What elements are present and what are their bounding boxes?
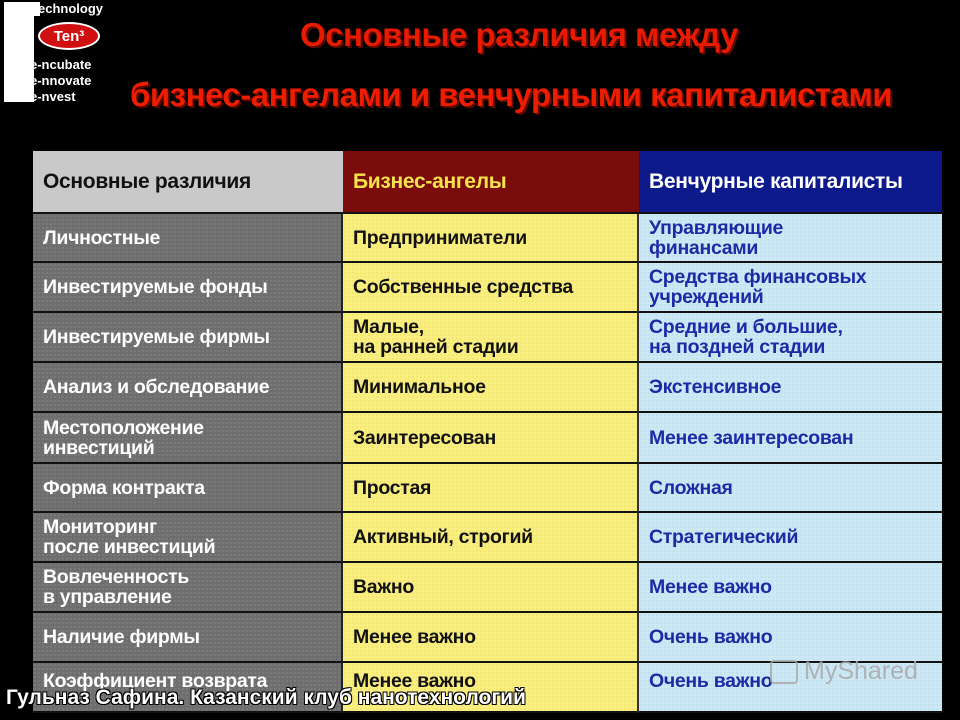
comparison-table	[33, 151, 942, 713]
table-header-venture-capitalists: Венчурные капиталисты	[639, 151, 942, 214]
page-title-line-2: бизнес-ангелами и венчурными капиталистами	[130, 76, 893, 113]
angels-value: Предприниматели	[343, 214, 639, 263]
row-label: Личностные	[33, 214, 343, 263]
angels-value: Важно	[343, 563, 639, 613]
presentation-icon	[770, 660, 798, 684]
myshared-watermark	[770, 657, 918, 686]
angels-value: Простая	[343, 464, 639, 513]
author-caption: Гульназ Сафина. Казанский клуб нанотехнологий	[6, 686, 526, 709]
ten3-logo	[0, 0, 115, 110]
logo-word-technology: echnology	[38, 1, 104, 16]
angels-value: Активный, строгий	[343, 513, 639, 563]
row-label: Форма контракта	[33, 464, 343, 513]
vc-value: Сложная	[639, 464, 942, 513]
logo-t-crossbar	[4, 2, 40, 16]
vc-value: Средние и большие, на поздней стадии	[639, 313, 942, 363]
vc-value: Стратегический	[639, 513, 942, 563]
logo-word-invest: e-nvest	[30, 89, 76, 104]
logo-word-incubate: e-ncubate	[30, 57, 92, 72]
vc-value: Очень важно	[639, 613, 942, 663]
vc-value: Экстенсивное	[639, 363, 942, 413]
row-label: Инвестируемые фирмы	[33, 313, 343, 363]
row-label: Наличие фирмы	[33, 613, 343, 663]
angels-value: Менее важно	[343, 663, 639, 713]
vc-value: Менее заинтересован	[639, 413, 942, 464]
angels-value: Минимальное	[343, 363, 639, 413]
vc-value: Очень важно	[639, 663, 942, 713]
row-label: Анализ и обследование	[33, 363, 343, 413]
angels-value: Малые, на ранней стадии	[343, 313, 639, 363]
row-label: Мониторинг после инвестиций	[33, 513, 343, 563]
logo-word-innovate: e-nnovate	[30, 73, 92, 88]
vc-value: Менее важно	[639, 563, 942, 613]
row-label: Вовлеченность в управление	[33, 563, 343, 613]
angels-value: Собственные средства	[343, 263, 639, 313]
angels-value: Менее важно	[343, 613, 639, 663]
row-label: Коэффициент возврата	[33, 663, 343, 713]
vc-value: Средства финансовых учреждений	[639, 263, 942, 313]
row-label: Инвестируемые фонды	[33, 263, 343, 313]
table-header-business-angels: Бизнес-ангелы	[343, 151, 639, 214]
angels-value: Заинтересован	[343, 413, 639, 464]
page-title-line-1: Основные различия между	[300, 16, 738, 53]
logo-ten3-badge: Ten³	[38, 22, 100, 50]
table-header-differences: Основные различия	[33, 151, 343, 214]
watermark-text: MyShared	[804, 657, 918, 685]
row-label: Местоположение инвестиций	[33, 413, 343, 464]
vc-value: Управляющие финансами	[639, 214, 942, 263]
